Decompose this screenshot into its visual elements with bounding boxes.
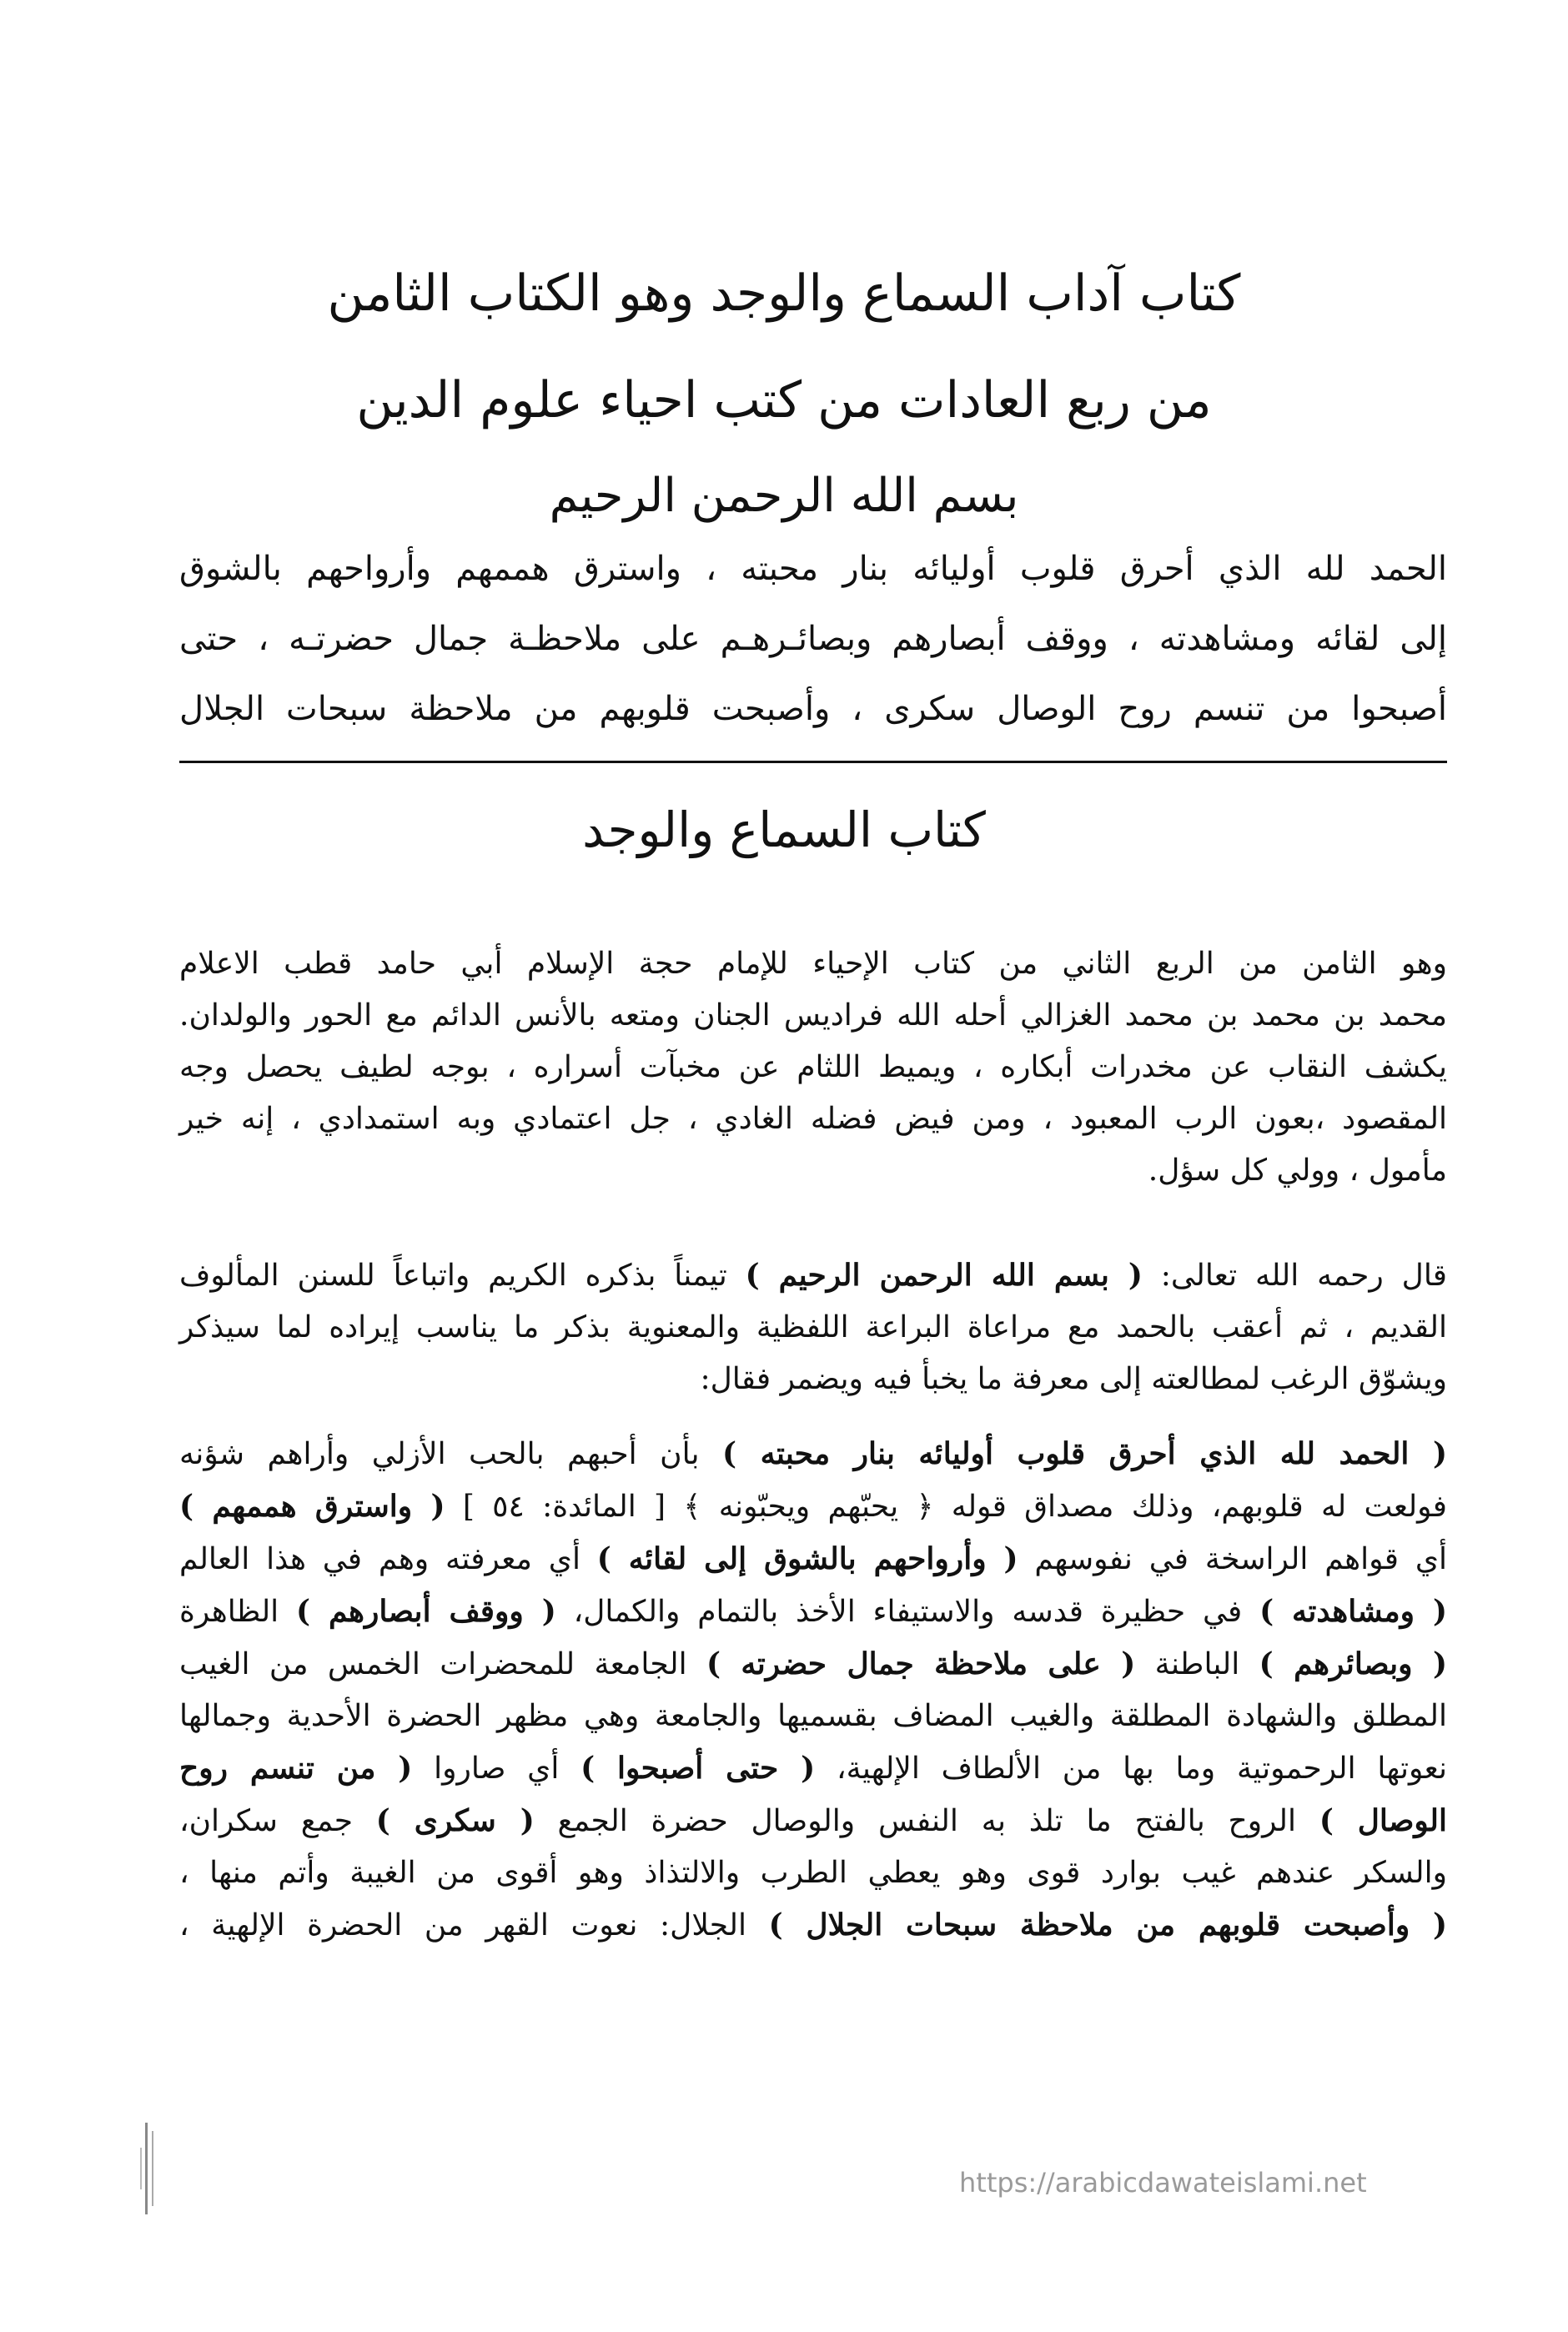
source-watermark: https://arabicdawateislami.net xyxy=(959,2167,1367,2199)
text-line: وهو الثامن من الربع الثاني من كتاب الإحياء للإمام حجة الإسلام أبي حامد قطب الاعلام xyxy=(179,947,1447,981)
bold-quote: ( وأرواحهم بالشوق إلى لقائه ) xyxy=(596,1541,1018,1576)
bold-quote: ( بسم الله الرحمن الرحيم ) xyxy=(745,1258,1143,1293)
plain-text: في حظيرة قدسه والاستيفاء الأخذ بالتمام والكمال، xyxy=(555,1595,1260,1629)
text-line xyxy=(179,1586,1447,1638)
plain-text: نعوتها الرحموتية وما بها من الألطاف الإلهية، xyxy=(815,1752,1447,1786)
text-line: المقصود ،بعون الرب المعبود ، ومن فيض فضله الغادي ، جل اعتمادي وبه استمدادي ، إنه خير xyxy=(179,1102,1447,1136)
section-title: كتاب السماع والوجد xyxy=(582,802,986,858)
plain-text: الجامعة للمحضرات الخمس من الغيب xyxy=(179,1647,706,1681)
scan-artifact-mark xyxy=(133,2114,167,2223)
intro-line: الحمد لله الذي أحرق قلوب أوليائه بنار محبته ، واسترق هممهم وأرواحهم بالشوق xyxy=(179,550,1447,588)
plain-text: القديم ، ثم أعقب بالحمد مع مراعاة البراعة اللفظية والمعنوية بذكر ما يناسب إيراده لما سيذكر xyxy=(179,1310,1447,1344)
bold-quote: ( الحمد لله الذي أحرق قلوب أوليائه بنار محبته ) xyxy=(722,1436,1447,1471)
text-line xyxy=(179,1691,1447,1742)
bold-quote: ( ومشاهدته ) xyxy=(1259,1594,1447,1629)
section-divider xyxy=(179,761,1447,763)
paragraph-3 xyxy=(179,1428,1447,1952)
intro-paragraph xyxy=(179,534,1447,744)
plain-text: والسكر عندهم غيب بوارد قوى وهو يعطي الطرب والالتذاذ وهو أقوى من الغيبة وأتم منها ، xyxy=(179,1856,1447,1890)
plain-text: الباطنة xyxy=(1135,1647,1259,1681)
plain-text: أي قواهم الراسخة في نفوسهم xyxy=(1018,1542,1447,1576)
plain-text: قال رحمه الله تعالى: xyxy=(1142,1259,1447,1293)
plain-text: بأن أحبهم بالحب الأزلي وأراهم شؤنه xyxy=(179,1437,723,1471)
text-line xyxy=(179,1480,1447,1533)
bold-quote: ( وبصائرهم ) xyxy=(1259,1646,1447,1681)
plain-text: الروح بالفتح ما تلذ به النفس والوصال حضرة الجمع xyxy=(534,1804,1319,1838)
paragraph-1 xyxy=(179,938,1447,1197)
text-line xyxy=(179,1899,1447,1952)
bold-quote: ( سكرى ) xyxy=(375,1803,535,1838)
bold-quote: ( ووقف أبصارهم ) xyxy=(296,1594,556,1629)
basmala: بسم الله الرحمن الرحيم xyxy=(549,469,1019,523)
plain-text: تيمناً بذكره الكريم واتباعاً للسنن المألوف xyxy=(179,1259,746,1293)
text-line xyxy=(179,1428,1447,1480)
plain-text: المطلق والشهادة المطلقة والغيب المضاف بقسميها والجامعة وهي مظهر الحضرة الأحدية وجمالها xyxy=(179,1699,1447,1733)
text-line xyxy=(179,1533,1447,1586)
text-line xyxy=(179,1354,1447,1405)
text-line: يكشف النقاب عن مخدرات أبكاره ، ويميط اللثام عن مخبآت أسراره ، بوجه لطيف يحصل وجه xyxy=(179,1050,1447,1084)
text-line xyxy=(179,1302,1447,1354)
bold-quote: ( واسترق هممهم ) xyxy=(179,1489,445,1524)
plain-text: أي صاروا xyxy=(412,1752,581,1786)
text-line xyxy=(179,1638,1447,1691)
plain-text: الظاهرة xyxy=(179,1595,297,1629)
text-line xyxy=(179,1795,1447,1847)
paragraph-2 xyxy=(179,1249,1447,1405)
plain-text: جمع سكران، xyxy=(179,1804,376,1838)
text-line xyxy=(179,1847,1447,1899)
plain-text: فولعت له قلوبهم، وذلك مصداق قوله ﴿ يحبّهم ويحبّونه ﴾ [ المائدة: ٥٤ ] xyxy=(445,1490,1447,1524)
text-line: مأمول ، وولي كل سؤل. xyxy=(1148,1153,1447,1188)
book-title-line-1: كتاب آداب السماع والوجد وهو الكتاب الثامن xyxy=(327,264,1241,323)
intro-line: أصبحوا من تنسم روح الوصال سكرى ، وأصبحت قلوبهم من ملاحظة سبحات الجلال xyxy=(179,690,1447,728)
book-title-line-2: من ربع العادات من كتب احياء علوم الدين xyxy=(356,371,1212,430)
bold-quote: ( على ملاحظة جمال حضرته ) xyxy=(706,1646,1136,1681)
text-line xyxy=(179,1742,1447,1795)
bold-quote: ( من تنسم روح xyxy=(179,1751,413,1786)
plain-text: أي معرفته وهم في هذا العالم xyxy=(179,1542,597,1576)
bold-quote: الوصال ) xyxy=(1319,1803,1447,1838)
text-line xyxy=(179,1249,1447,1302)
bold-quote: ( حتى أصبحوا ) xyxy=(580,1751,816,1786)
plain-text: الجلال: نعوت القهر من الحضرة الإلهية ، xyxy=(179,1908,769,1942)
intro-line: إلى لقائه ومشاهدته ، ووقف أبصارهم وبصائـرهـم على ملاحظـة جمال حضرتـه ، حتى xyxy=(179,620,1447,658)
bold-quote: ( وأصبحت قلوبهم من ملاحظة سبحات الجلال ) xyxy=(768,1907,1448,1942)
plain-text: ويشوّق الرغب لمطالعته إلى معرفة ما يخبأ فيه ويضمر فقال: xyxy=(700,1362,1447,1396)
text-line: محمد بن محمد بن محمد الغزالي أحله الله فراديس الجنان ومتعه بالأنس الدائم مع الحور والولدان. xyxy=(179,998,1447,1033)
